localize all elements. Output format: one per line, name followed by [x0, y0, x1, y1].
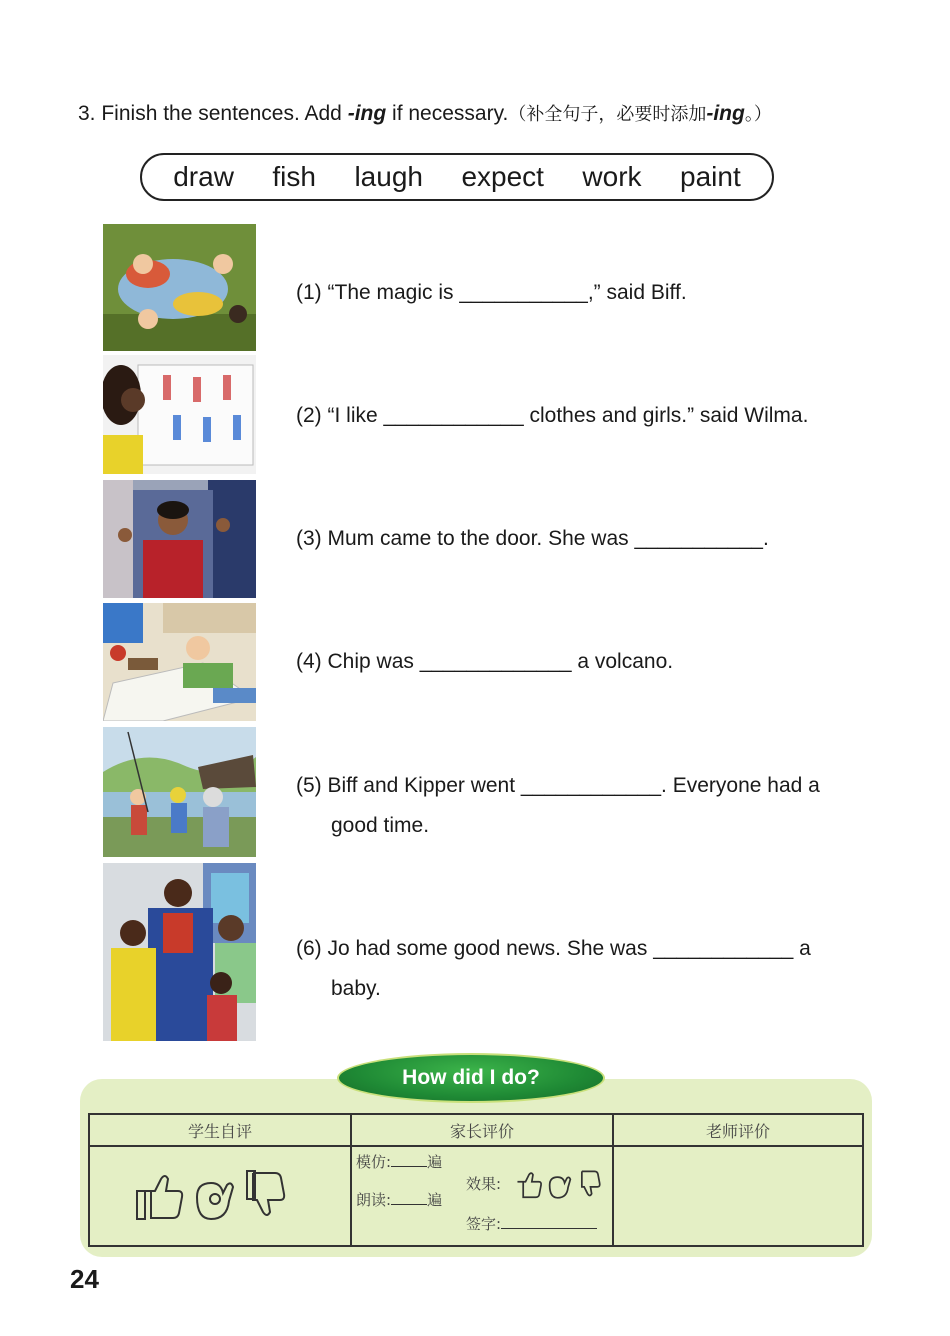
instruction-chinese-end: 。） [744, 104, 772, 125]
sentence-6-continuation: baby. [331, 977, 381, 1000]
read-aloud-field[interactable]: 朗读: 遍 [356, 1191, 443, 1209]
signature-field[interactable]: 签字: [466, 1213, 597, 1234]
instruction-number: 3. [78, 102, 96, 125]
sentence-1 [296, 273, 876, 313]
sentence-1-text: (1) “The magic is ___________,” said Biff. [296, 281, 687, 304]
sentence-3-text: (3) Mum came to the door. She was ___________. [296, 527, 769, 550]
sentence-2 [296, 396, 876, 436]
word-bank-item: fish [272, 161, 316, 192]
imitate-field[interactable]: 模仿: 遍 [356, 1153, 443, 1171]
teacher-eval-cell[interactable] [613, 1146, 863, 1246]
sentence-3 [296, 519, 876, 559]
thumbs-up-icon [141, 1176, 182, 1218]
sentence-4-text: (4) Chip was _____________ a volcano. [296, 650, 674, 673]
sentence-4 [296, 642, 876, 682]
instruction-text: Finish the sentences. Add [101, 102, 342, 125]
how-did-i-do-title: How did I do? [337, 1053, 605, 1103]
header-parent-eval: 家长评价 [351, 1114, 613, 1146]
picture-mum-at-door [103, 480, 256, 598]
picture-chip-painting [103, 603, 256, 721]
sentence-5-continuation: good time. [331, 814, 430, 837]
instruction-ing: -ing [347, 102, 387, 125]
word-bank-item: draw [173, 161, 234, 192]
header-teacher-eval: 老师评价 [613, 1114, 863, 1146]
parent-eval-cell [351, 1146, 613, 1246]
word-bank-item: expect [461, 161, 544, 192]
word-bank-item: paint [680, 161, 741, 192]
sentence-6 [296, 929, 876, 1009]
thumbs-down-icon [253, 1173, 284, 1215]
picture-fishing-lake [103, 727, 256, 857]
sentence-2-text: (2) “I like ____________ clothes and girls.” said Wilma. [296, 404, 809, 427]
word-bank-item: laugh [354, 161, 423, 192]
instruction-chinese-ing: -ing [706, 102, 745, 125]
sentence-6-text: (6) Jo had some good news. She was ____________ a [296, 937, 811, 960]
picture-family-good-news [103, 863, 256, 1041]
word-bank [140, 153, 774, 201]
sentence-5-text: (5) Biff and Kipper went ____________. Everyone had a [296, 774, 820, 797]
header-student-self-eval: 学生自评 [89, 1114, 351, 1146]
page-number: 24 [70, 1264, 99, 1294]
instruction [78, 100, 772, 126]
ok-hand-icon [197, 1183, 233, 1219]
instruction-text-after: if necessary. [392, 102, 509, 125]
picture-drawing-clothes [103, 355, 256, 474]
sentence-5 [296, 766, 876, 846]
rating-hands-icon[interactable] [135, 1169, 295, 1221]
picture-children-laughing [103, 224, 256, 351]
word-bank-item: work [582, 161, 642, 192]
student-self-eval-cell [89, 1146, 351, 1246]
effect-field: 效果: [466, 1175, 502, 1193]
instruction-chinese: （补全句子，必要时添加 [508, 104, 707, 125]
evaluation-table [88, 1113, 864, 1247]
effect-rating-icon[interactable] [514, 1169, 606, 1199]
